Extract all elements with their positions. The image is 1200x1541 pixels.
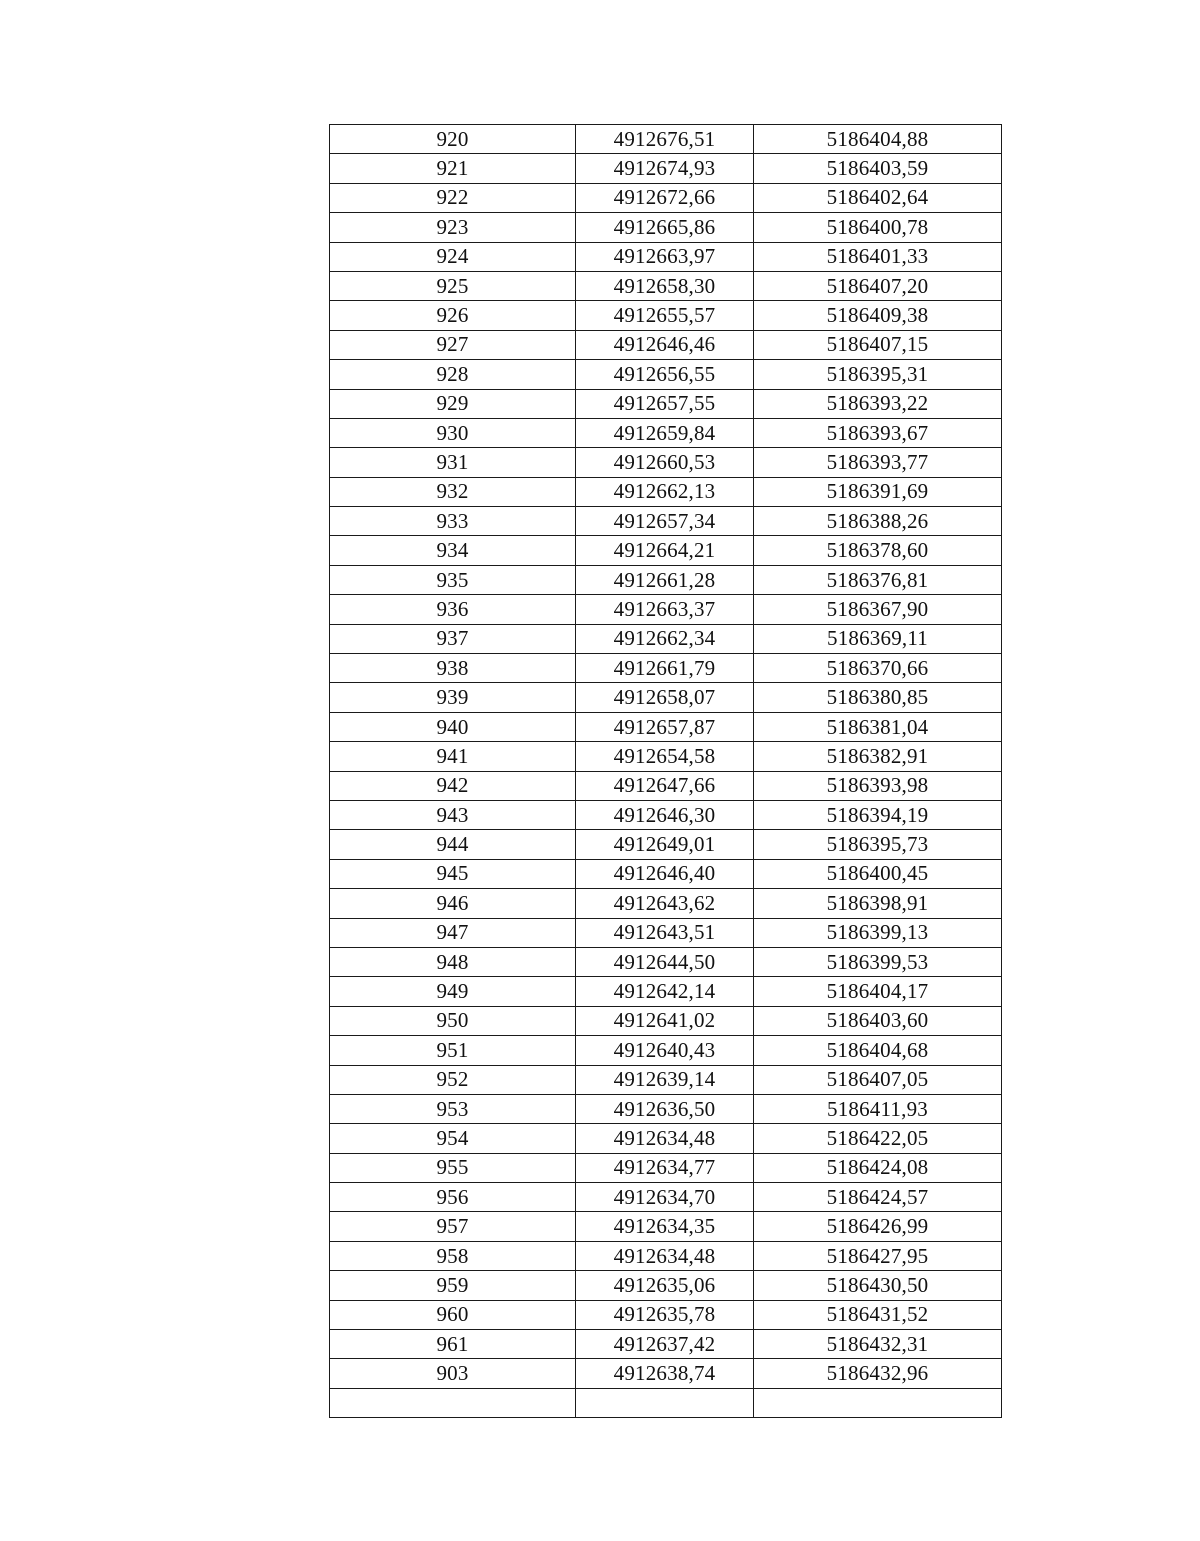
table-row	[330, 1388, 1002, 1417]
y-coordinate-cell: 5186399,13	[754, 918, 1002, 947]
point-number-cell: 936	[330, 595, 576, 624]
table-row	[330, 242, 1002, 271]
x-coordinate-cell: 4912644,50	[576, 947, 754, 976]
point-number-cell: 954	[330, 1124, 576, 1153]
y-coordinate-cell: 5186403,59	[754, 154, 1002, 183]
x-coordinate-cell: 4912657,34	[576, 507, 754, 536]
y-coordinate-cell: 5186432,96	[754, 1359, 1002, 1388]
point-number-cell: 941	[330, 742, 576, 771]
y-coordinate-cell: 5186381,04	[754, 712, 1002, 741]
table-row	[330, 947, 1002, 976]
table-row	[330, 360, 1002, 389]
point-number-cell: 930	[330, 418, 576, 447]
y-coordinate-cell: 5186382,91	[754, 742, 1002, 771]
y-coordinate-cell: 5186431,52	[754, 1300, 1002, 1329]
y-coordinate-cell: 5186393,22	[754, 389, 1002, 418]
y-coordinate-cell: 5186407,15	[754, 330, 1002, 359]
x-coordinate-cell	[576, 1388, 754, 1417]
point-number-cell: 958	[330, 1241, 576, 1270]
table-row	[330, 330, 1002, 359]
x-coordinate-cell: 4912672,66	[576, 183, 754, 212]
table-row	[330, 448, 1002, 477]
y-coordinate-cell: 5186395,73	[754, 830, 1002, 859]
table-row	[330, 889, 1002, 918]
point-number-cell: 945	[330, 859, 576, 888]
x-coordinate-cell: 4912647,66	[576, 771, 754, 800]
x-coordinate-cell: 4912643,51	[576, 918, 754, 947]
x-coordinate-cell: 4912649,01	[576, 830, 754, 859]
table-row	[330, 800, 1002, 829]
y-coordinate-cell: 5186380,85	[754, 683, 1002, 712]
table-row	[330, 213, 1002, 242]
table-row	[330, 624, 1002, 653]
y-coordinate-cell: 5186407,05	[754, 1065, 1002, 1094]
x-coordinate-cell: 4912634,48	[576, 1241, 754, 1270]
y-coordinate-cell	[754, 1388, 1002, 1417]
table-row	[330, 418, 1002, 447]
y-coordinate-cell: 5186432,31	[754, 1330, 1002, 1359]
point-number-cell: 942	[330, 771, 576, 800]
y-coordinate-cell: 5186426,99	[754, 1212, 1002, 1241]
table-row	[330, 1153, 1002, 1182]
table-row	[330, 1212, 1002, 1241]
point-number-cell: 921	[330, 154, 576, 183]
x-coordinate-cell: 4912640,43	[576, 1036, 754, 1065]
table-row	[330, 742, 1002, 771]
point-number-cell: 926	[330, 301, 576, 330]
point-number-cell: 957	[330, 1212, 576, 1241]
x-coordinate-cell: 4912658,30	[576, 271, 754, 300]
point-number-cell: 950	[330, 1006, 576, 1035]
x-coordinate-cell: 4912676,51	[576, 125, 754, 154]
x-coordinate-cell: 4912643,62	[576, 889, 754, 918]
x-coordinate-cell: 4912662,34	[576, 624, 754, 653]
y-coordinate-cell: 5186370,66	[754, 654, 1002, 683]
table-row	[330, 1330, 1002, 1359]
y-coordinate-cell: 5186378,60	[754, 536, 1002, 565]
y-coordinate-cell: 5186427,95	[754, 1241, 1002, 1270]
point-number-cell: 925	[330, 271, 576, 300]
table-row	[330, 536, 1002, 565]
y-coordinate-cell: 5186394,19	[754, 800, 1002, 829]
x-coordinate-cell: 4912637,42	[576, 1330, 754, 1359]
table-row	[330, 595, 1002, 624]
y-coordinate-cell: 5186404,88	[754, 125, 1002, 154]
x-coordinate-cell: 4912654,58	[576, 742, 754, 771]
x-coordinate-cell: 4912662,13	[576, 477, 754, 506]
x-coordinate-cell: 4912661,79	[576, 654, 754, 683]
point-number-cell	[330, 1388, 576, 1417]
point-number-cell: 920	[330, 125, 576, 154]
table-row	[330, 301, 1002, 330]
table-row	[330, 918, 1002, 947]
table-row	[330, 1036, 1002, 1065]
y-coordinate-cell: 5186404,17	[754, 977, 1002, 1006]
x-coordinate-cell: 4912638,74	[576, 1359, 754, 1388]
x-coordinate-cell: 4912664,21	[576, 536, 754, 565]
point-number-cell: 959	[330, 1271, 576, 1300]
y-coordinate-cell: 5186404,68	[754, 1036, 1002, 1065]
y-coordinate-cell: 5186402,64	[754, 183, 1002, 212]
point-number-cell: 927	[330, 330, 576, 359]
point-number-cell: 956	[330, 1183, 576, 1212]
table-row	[330, 1094, 1002, 1123]
table-row	[330, 1006, 1002, 1035]
table-row	[330, 271, 1002, 300]
point-number-cell: 939	[330, 683, 576, 712]
table-row	[330, 683, 1002, 712]
x-coordinate-cell: 4912642,14	[576, 977, 754, 1006]
y-coordinate-cell: 5186369,11	[754, 624, 1002, 653]
y-coordinate-cell: 5186409,38	[754, 301, 1002, 330]
x-coordinate-cell: 4912655,57	[576, 301, 754, 330]
x-coordinate-cell: 4912659,84	[576, 418, 754, 447]
table-row	[330, 977, 1002, 1006]
x-coordinate-cell: 4912660,53	[576, 448, 754, 477]
x-coordinate-cell: 4912646,30	[576, 800, 754, 829]
point-number-cell: 931	[330, 448, 576, 477]
x-coordinate-cell: 4912656,55	[576, 360, 754, 389]
y-coordinate-cell: 5186393,77	[754, 448, 1002, 477]
y-coordinate-cell: 5186407,20	[754, 271, 1002, 300]
x-coordinate-cell: 4912658,07	[576, 683, 754, 712]
table-row	[330, 1271, 1002, 1300]
point-number-cell: 932	[330, 477, 576, 506]
point-number-cell: 924	[330, 242, 576, 271]
x-coordinate-cell: 4912657,87	[576, 712, 754, 741]
coordinates-table-body	[330, 125, 1002, 1418]
point-number-cell: 961	[330, 1330, 576, 1359]
table-row	[330, 830, 1002, 859]
x-coordinate-cell: 4912634,35	[576, 1212, 754, 1241]
y-coordinate-cell: 5186393,67	[754, 418, 1002, 447]
table-row	[330, 771, 1002, 800]
y-coordinate-cell: 5186424,08	[754, 1153, 1002, 1182]
table-row	[330, 1183, 1002, 1212]
table-row	[330, 389, 1002, 418]
table-row	[330, 654, 1002, 683]
x-coordinate-cell: 4912635,06	[576, 1271, 754, 1300]
x-coordinate-cell: 4912665,86	[576, 213, 754, 242]
x-coordinate-cell: 4912674,93	[576, 154, 754, 183]
point-number-cell: 934	[330, 536, 576, 565]
table-row	[330, 565, 1002, 594]
y-coordinate-cell: 5186367,90	[754, 595, 1002, 624]
point-number-cell: 948	[330, 947, 576, 976]
point-number-cell: 938	[330, 654, 576, 683]
y-coordinate-cell: 5186424,57	[754, 1183, 1002, 1212]
y-coordinate-cell: 5186388,26	[754, 507, 1002, 536]
x-coordinate-cell: 4912641,02	[576, 1006, 754, 1035]
y-coordinate-cell: 5186399,53	[754, 947, 1002, 976]
y-coordinate-cell: 5186411,93	[754, 1094, 1002, 1123]
point-number-cell: 929	[330, 389, 576, 418]
point-number-cell: 944	[330, 830, 576, 859]
point-number-cell: 922	[330, 183, 576, 212]
table-row	[330, 1359, 1002, 1388]
x-coordinate-cell: 4912634,48	[576, 1124, 754, 1153]
point-number-cell: 960	[330, 1300, 576, 1329]
y-coordinate-cell: 5186391,69	[754, 477, 1002, 506]
point-number-cell: 940	[330, 712, 576, 741]
point-number-cell: 935	[330, 565, 576, 594]
table-row	[330, 507, 1002, 536]
point-number-cell: 937	[330, 624, 576, 653]
point-number-cell: 955	[330, 1153, 576, 1182]
x-coordinate-cell: 4912646,46	[576, 330, 754, 359]
point-number-cell: 928	[330, 360, 576, 389]
point-number-cell: 946	[330, 889, 576, 918]
y-coordinate-cell: 5186400,78	[754, 213, 1002, 242]
table-row	[330, 712, 1002, 741]
point-number-cell: 933	[330, 507, 576, 536]
x-coordinate-cell: 4912646,40	[576, 859, 754, 888]
table-row	[330, 154, 1002, 183]
x-coordinate-cell: 4912639,14	[576, 1065, 754, 1094]
table-row	[330, 1065, 1002, 1094]
x-coordinate-cell: 4912657,55	[576, 389, 754, 418]
table-row	[330, 183, 1002, 212]
table-row	[330, 477, 1002, 506]
point-number-cell: 951	[330, 1036, 576, 1065]
table-row	[330, 1300, 1002, 1329]
point-number-cell: 949	[330, 977, 576, 1006]
y-coordinate-cell: 5186422,05	[754, 1124, 1002, 1153]
table-row	[330, 859, 1002, 888]
x-coordinate-cell: 4912635,78	[576, 1300, 754, 1329]
table-row	[330, 1241, 1002, 1270]
table-row	[330, 1124, 1002, 1153]
x-coordinate-cell: 4912634,70	[576, 1183, 754, 1212]
point-number-cell: 903	[330, 1359, 576, 1388]
y-coordinate-cell: 5186398,91	[754, 889, 1002, 918]
y-coordinate-cell: 5186393,98	[754, 771, 1002, 800]
x-coordinate-cell: 4912634,77	[576, 1153, 754, 1182]
y-coordinate-cell: 5186400,45	[754, 859, 1002, 888]
y-coordinate-cell: 5186395,31	[754, 360, 1002, 389]
x-coordinate-cell: 4912636,50	[576, 1094, 754, 1123]
point-number-cell: 953	[330, 1094, 576, 1123]
coordinates-table	[329, 124, 1002, 1418]
point-number-cell: 947	[330, 918, 576, 947]
y-coordinate-cell: 5186376,81	[754, 565, 1002, 594]
x-coordinate-cell: 4912663,37	[576, 595, 754, 624]
y-coordinate-cell: 5186403,60	[754, 1006, 1002, 1035]
y-coordinate-cell: 5186430,50	[754, 1271, 1002, 1300]
table-row	[330, 125, 1002, 154]
x-coordinate-cell: 4912663,97	[576, 242, 754, 271]
point-number-cell: 952	[330, 1065, 576, 1094]
point-number-cell: 943	[330, 800, 576, 829]
y-coordinate-cell: 5186401,33	[754, 242, 1002, 271]
point-number-cell: 923	[330, 213, 576, 242]
x-coordinate-cell: 4912661,28	[576, 565, 754, 594]
